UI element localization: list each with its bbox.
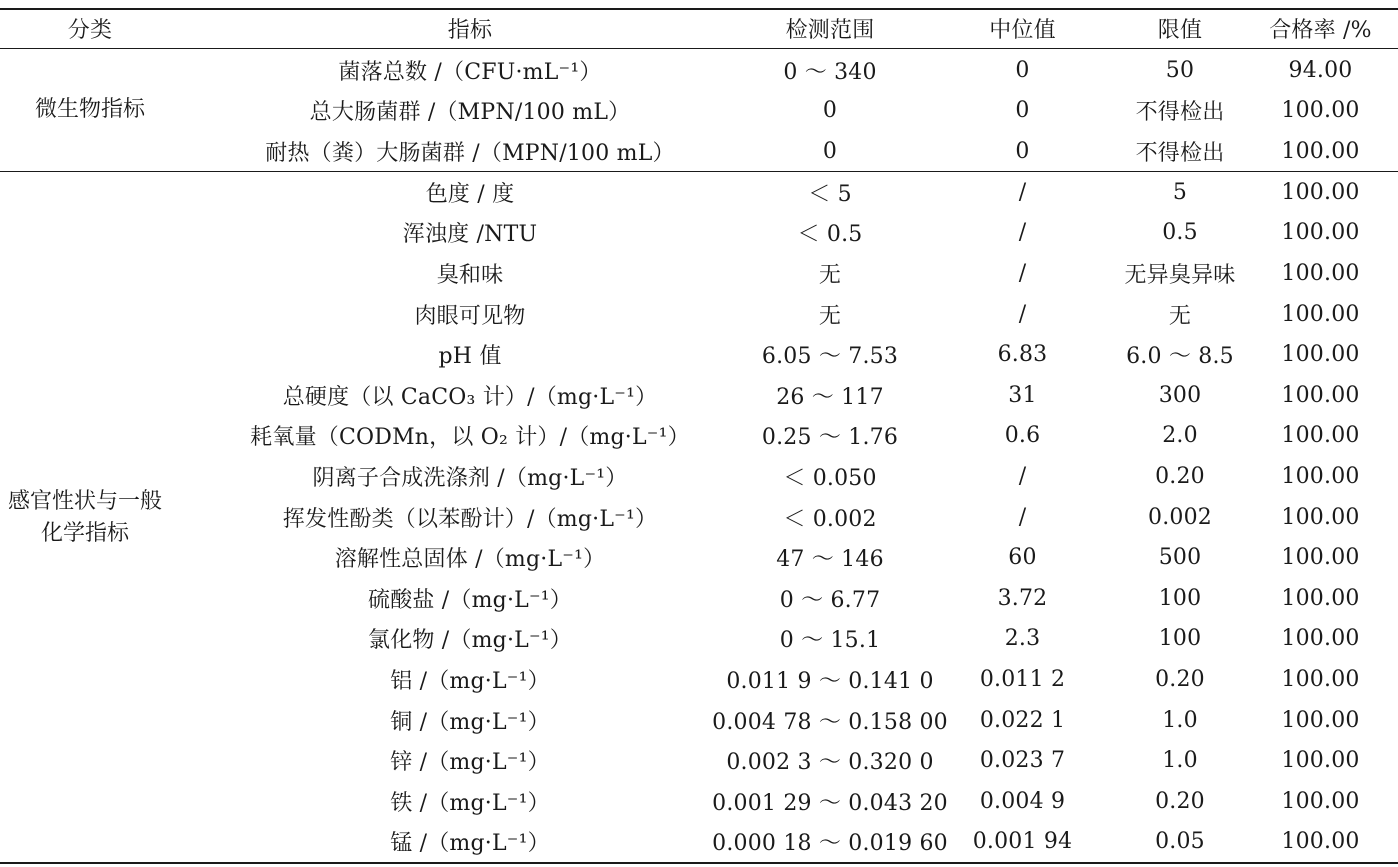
table-header-row: [0, 8, 1398, 49]
median-cell: /: [1018, 463, 1027, 489]
range-cell: ＜ 0.002: [783, 506, 877, 532]
table-row: [0, 659, 1398, 700]
pass-rate-cell: 100.00: [1281, 626, 1360, 652]
range-cell: 0: [822, 97, 838, 123]
indicator-cell: 阴离子合成洗涤剂 /（mg·L⁻¹）: [312, 465, 628, 491]
indicator-cell: 菌落总数 /（CFU·mL⁻¹）: [338, 59, 602, 85]
header-limit: 限值: [1157, 17, 1203, 43]
indicator-cell: 铜 /（mg·L⁻¹）: [390, 709, 550, 735]
indicator-cell: 总大肠菌群 /（MPN/100 mL）: [309, 99, 631, 125]
limit-cell: 1.0: [1162, 748, 1198, 774]
pass-rate-cell: 100.00: [1281, 179, 1360, 205]
indicator-cell: 色度 / 度: [425, 181, 515, 207]
pass-rate-cell: 100.00: [1281, 138, 1360, 164]
indicator-cell: 氯化物 /（mg·L⁻¹）: [368, 628, 572, 654]
median-cell: 0.004 9: [979, 788, 1066, 814]
median-cell: 0: [1015, 138, 1030, 164]
table-row: [0, 334, 1398, 375]
indicator-cell: 挥发性酚类（以苯酚计）/（mg·L⁻¹）: [282, 506, 658, 532]
table-row: [0, 416, 1398, 457]
header-pass-rate: 合格率 /%: [1269, 17, 1372, 43]
indicator-cell: pH 值: [438, 344, 502, 370]
median-cell: 3.72: [997, 585, 1048, 611]
table-row: [0, 90, 1398, 131]
header-indicator: 指标: [447, 17, 493, 43]
range-cell: ＜ 0.5: [797, 222, 863, 248]
indicator-cell: 耗氧量（CODMn，以 O₂ 计）/（mg·L⁻¹）: [250, 425, 690, 451]
range-cell: 无: [818, 303, 842, 329]
median-cell: /: [1018, 179, 1027, 205]
indicator-cell: 耐热（粪）大肠菌群 /（MPN/100 mL）: [265, 140, 675, 166]
median-cell: /: [1018, 301, 1027, 327]
range-cell: ＜ 0.050: [783, 465, 877, 491]
median-cell: 0: [1015, 97, 1030, 123]
limit-cell: 2.0: [1162, 423, 1198, 449]
indicator-cell: 锌 /（mg·L⁻¹）: [390, 750, 550, 776]
table-row: [0, 740, 1398, 781]
indicator-cell: 浑浊度 /NTU: [402, 222, 538, 248]
range-cell: 47 ～ 146: [776, 547, 884, 573]
limit-cell: 500: [1158, 545, 1202, 571]
table-row: [0, 131, 1398, 172]
table-row: [0, 456, 1398, 497]
table-row: [0, 294, 1398, 335]
range-cell: 无: [818, 262, 842, 288]
pass-rate-cell: 100.00: [1281, 97, 1360, 123]
range-cell: 0.25 ～ 1.76: [761, 425, 899, 451]
range-cell: ＜ 5: [808, 181, 852, 207]
category-microbial: 微生物指标: [34, 97, 145, 122]
table-bottom-rule: [0, 862, 1398, 864]
pass-rate-cell: 100.00: [1281, 748, 1360, 774]
pass-rate-cell: 100.00: [1281, 260, 1360, 286]
pass-rate-cell: 94.00: [1288, 57, 1353, 83]
header-category: 分类: [67, 17, 113, 43]
range-cell: 0 ～ 6.77: [779, 587, 881, 613]
range-cell: 0 ～ 340: [783, 59, 877, 85]
limit-cell: 0.05: [1155, 829, 1205, 855]
range-cell: 0.000 18 ～ 0.019 60: [712, 831, 948, 857]
table-row: [0, 781, 1398, 822]
limit-cell: 1.0: [1162, 707, 1198, 733]
limit-cell: 0.5: [1162, 220, 1198, 246]
table-row: [0, 50, 1398, 91]
median-cell: 31: [1008, 382, 1037, 408]
range-cell: 0.001 29 ～ 0.043 20: [712, 790, 948, 816]
limit-cell: 不得检出: [1135, 140, 1225, 166]
range-cell: 0.004 78 ～ 0.158 00: [712, 709, 948, 735]
median-cell: /: [1018, 220, 1027, 246]
pass-rate-cell: 100.00: [1281, 463, 1360, 489]
limit-cell: 无异臭异味: [1124, 262, 1236, 288]
limit-cell: 5: [1172, 179, 1188, 205]
limit-cell: 0.002: [1148, 504, 1212, 530]
median-cell: 0.011 2: [979, 666, 1066, 692]
median-cell: 0.001 94: [972, 829, 1073, 855]
indicator-cell: 锰 /（mg·L⁻¹）: [390, 831, 550, 857]
range-cell: 0 ～ 15.1: [779, 628, 881, 654]
table-row: [0, 213, 1398, 254]
indicator-cell: 臭和味: [436, 262, 504, 288]
pass-rate-cell: 100.00: [1281, 504, 1360, 530]
limit-cell: 6.0 ～ 8.5: [1126, 344, 1234, 370]
indicator-cell: 总硬度（以 CaCO₃ 计）/（mg·L⁻¹）: [282, 384, 658, 410]
pass-rate-cell: 100.00: [1281, 788, 1360, 814]
range-cell: 26 ～ 117: [776, 384, 884, 410]
indicator-cell: 铝 /（mg·L⁻¹）: [390, 668, 550, 694]
median-cell: 2.3: [1004, 626, 1041, 652]
median-cell: /: [1018, 260, 1027, 286]
table-row: [0, 578, 1398, 619]
table-header-rule: [0, 48, 1398, 49]
median-cell: 0: [1015, 57, 1030, 83]
indicator-cell: 硫酸盐 /（mg·L⁻¹）: [368, 587, 572, 613]
table-row: [0, 822, 1398, 863]
indicator-cell: 溶解性总固体 /（mg·L⁻¹）: [334, 547, 606, 573]
indicator-cell: 肉眼可见物: [414, 303, 526, 329]
range-cell: 6.05 ～ 7.53: [761, 344, 899, 370]
pass-rate-cell: 100.00: [1281, 585, 1360, 611]
table-row: [0, 172, 1398, 213]
pass-rate-cell: 100.00: [1281, 342, 1360, 368]
table-row: [0, 700, 1398, 741]
table-row: [0, 375, 1398, 416]
range-cell: 0.002 3 ～ 0.320 0: [726, 750, 934, 776]
limit-cell: 100: [1158, 585, 1202, 611]
pass-rate-cell: 100.00: [1281, 545, 1360, 571]
median-cell: 60: [1008, 545, 1037, 571]
median-cell: 0.023 7: [979, 748, 1066, 774]
range-cell: 0.011 9 ～ 0.141 0: [726, 668, 934, 694]
pass-rate-cell: 100.00: [1281, 423, 1360, 449]
median-cell: 6.83: [997, 342, 1048, 368]
header-median: 中位值: [989, 17, 1056, 43]
indicator-cell: 铁 /（mg·L⁻¹）: [390, 790, 550, 816]
limit-cell: 0.20: [1155, 788, 1205, 814]
median-cell: 0.6: [1004, 423, 1041, 449]
limit-cell: 无: [1168, 303, 1192, 329]
pass-rate-cell: 100.00: [1281, 220, 1360, 246]
table-row: [0, 253, 1398, 294]
limit-cell: 0.20: [1155, 666, 1205, 692]
limit-cell: 0.20: [1155, 463, 1205, 489]
limit-cell: 300: [1158, 382, 1202, 408]
limit-cell: 不得检出: [1135, 99, 1225, 125]
median-cell: /: [1018, 504, 1027, 530]
pass-rate-cell: 100.00: [1281, 707, 1360, 733]
pass-rate-cell: 100.00: [1281, 382, 1360, 408]
pass-rate-cell: 100.00: [1281, 829, 1360, 855]
header-range: 检测范围: [785, 17, 875, 43]
pass-rate-cell: 100.00: [1281, 666, 1360, 692]
category-sensory-chemical: 感官性状与一般化学指标: [7, 489, 162, 546]
table-row: [0, 537, 1398, 578]
pass-rate-cell: 100.00: [1281, 301, 1360, 327]
range-cell: 0: [822, 138, 838, 164]
limit-cell: 50: [1165, 57, 1195, 83]
median-cell: 0.022 1: [979, 707, 1066, 733]
limit-cell: 100: [1158, 626, 1202, 652]
table-row: [0, 497, 1398, 538]
table-row: [0, 619, 1398, 660]
